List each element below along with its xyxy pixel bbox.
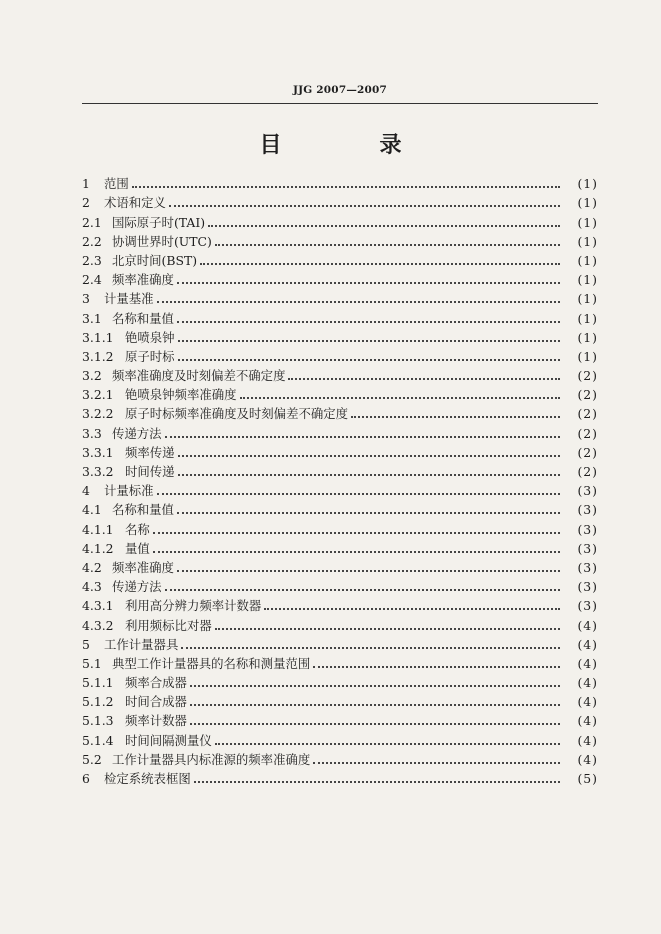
toc-entry-number: 3.2.1 (82, 387, 114, 403)
toc-entry-page: (1) (577, 291, 598, 307)
toc-entry-page: (1) (577, 195, 598, 211)
toc-entry-number: 2.2 (82, 233, 102, 249)
dot-leader (165, 433, 560, 438)
toc-entry-label: 典型工作计量器具的名称和测量范围 (112, 655, 311, 671)
dot-leader (200, 260, 560, 265)
toc-entry-page: (1) (577, 329, 598, 345)
toc-entry-number: 3 (82, 291, 90, 307)
toc-entry-number: 4 (82, 483, 90, 499)
toc-entry-number: 2.4 (82, 272, 102, 288)
toc-entry-number: 3.3 (82, 425, 102, 441)
toc-entry-page: (2) (577, 444, 598, 460)
toc-entry-number: 4.3 (82, 579, 102, 595)
toc-entry-number: 5.1 (82, 655, 102, 671)
dot-leader (153, 529, 560, 534)
toc-entry-number: 2 (82, 195, 90, 211)
toc-title: 目 录 (259, 132, 440, 158)
toc-entry-number: 5.1.4 (82, 732, 114, 748)
toc-entry-page: (4) (577, 732, 598, 748)
dot-leader (157, 490, 560, 495)
toc-entry-label: 工作计量器具 (104, 636, 179, 652)
toc-entry-label: 铯喷泉钟频率准确度 (125, 387, 237, 403)
toc-entry-number: 5.1.3 (82, 713, 114, 729)
toc-entry-label: 铯喷泉钟 (125, 329, 175, 345)
toc-entry-label: 量值 (125, 540, 150, 556)
toc-entry-label: 时间合成器 (125, 694, 187, 710)
toc-entry-number: 4.1.2 (82, 540, 114, 556)
toc-entry-number: 1 (82, 176, 90, 192)
toc-entry-page: (2) (577, 425, 598, 441)
toc-entry-label: 工作计量器具内标准源的频率准确度 (112, 751, 311, 767)
toc-entry-page: (3) (577, 521, 598, 537)
toc-entry (82, 709, 598, 728)
toc-entry-number: 3.2.2 (82, 406, 114, 422)
toc-entry (82, 345, 598, 364)
toc-entry-label: 北京时间(BST) (112, 252, 198, 268)
toc-entry-label: 检定系统表框图 (104, 771, 191, 786)
dot-leader (177, 318, 560, 323)
toc-entry-number: 3.3.2 (82, 464, 114, 479)
toc-entry (82, 287, 598, 306)
toc-entry (82, 613, 598, 632)
toc-entry (82, 460, 598, 479)
toc-entry (82, 210, 598, 229)
toc-entry-label: 名称和量值 (112, 310, 174, 326)
toc-entry-page: (4) (577, 694, 598, 710)
toc-entry (82, 767, 598, 786)
toc-entry-page: (1) (577, 310, 598, 326)
toc-entry (82, 172, 598, 191)
toc-entry-page: (3) (577, 559, 598, 575)
dot-leader (178, 337, 560, 342)
toc-entry-number: 5 (82, 636, 90, 652)
toc-entry (82, 728, 598, 747)
toc-entry-number: 5.1.2 (82, 694, 114, 710)
toc-entry (82, 537, 598, 556)
toc-entry (82, 671, 598, 690)
dot-leader (215, 241, 560, 246)
toc-entry (82, 326, 598, 345)
dot-leader (190, 701, 560, 706)
toc-entry-number: 4.3.1 (82, 598, 114, 614)
toc-entry (82, 748, 598, 767)
toc-entry-label: 协调世界时(UTC) (112, 233, 212, 249)
toc-entry-label: 利用频标比对器 (125, 617, 212, 633)
toc-entry-number: 3.1 (82, 310, 102, 326)
toc-entry-label: 利用高分辨力频率计数器 (125, 598, 262, 614)
toc-entry-number: 5.1.1 (82, 675, 114, 691)
toc-entry-page: (1) (577, 176, 598, 192)
toc-entry (82, 517, 598, 536)
toc-entry-label: 频率传递 (125, 444, 175, 460)
dot-leader (177, 279, 560, 284)
toc-entry (82, 191, 598, 210)
toc-entry (82, 421, 598, 440)
toc-entry-page: (1) (577, 272, 598, 288)
toc-entry-page: (5) (577, 771, 598, 786)
toc-entry-page: (3) (577, 598, 598, 614)
toc-entry-label: 名称 (125, 521, 150, 537)
toc-entry-page: (4) (577, 655, 598, 671)
toc-entry-label: 计量标准 (104, 483, 154, 499)
dot-leader (178, 356, 560, 361)
dot-leader (288, 375, 560, 380)
toc-entry-label: 国际原子时(TAI) (112, 214, 206, 230)
toc-entry (82, 306, 598, 325)
toc-entry-label: 传递方法 (112, 579, 162, 595)
toc-entry (82, 575, 598, 594)
dot-leader (190, 720, 560, 725)
toc-entry (82, 383, 598, 402)
toc-entry-label: 时间传递 (125, 464, 175, 479)
dot-leader (208, 222, 560, 227)
toc-entry-number: 5.2 (82, 751, 102, 767)
toc-entry-number: 3.1.2 (82, 348, 114, 364)
toc-entry (82, 633, 598, 652)
toc-entry (82, 230, 598, 249)
toc-entry-label: 名称和量值 (112, 502, 174, 518)
toc-entry (82, 364, 598, 383)
toc-entry-number: 3.3.1 (82, 444, 114, 460)
toc-entry (82, 402, 598, 421)
toc-entry (82, 249, 598, 268)
toc-entry-page: (4) (577, 713, 598, 729)
dot-leader (181, 644, 560, 649)
toc-entry-page: (4) (577, 617, 598, 633)
dot-leader (194, 778, 560, 783)
toc-entry-label: 频率合成器 (125, 675, 187, 691)
toc-entry-page: (3) (577, 540, 598, 556)
toc-entry-page: (4) (577, 751, 598, 767)
dot-leader (313, 759, 560, 764)
toc-entry-number: 3.2 (82, 368, 102, 384)
toc-entry-page: (2) (577, 368, 598, 384)
toc-entry-label: 原子时标 (125, 348, 175, 364)
toc-entry (82, 268, 598, 287)
toc-entry-label: 时间间隔测量仪 (125, 732, 212, 748)
toc-entry-page: (3) (577, 502, 598, 518)
toc-entry-label: 范围 (104, 176, 129, 192)
dot-leader (313, 663, 560, 668)
dot-leader (177, 567, 560, 572)
dot-leader (132, 183, 560, 188)
toc-entry-label: 频率准确度及时刻偏差不确定度 (112, 368, 286, 384)
toc-entry-number: 4.3.2 (82, 617, 114, 633)
toc-entry-number: 6 (82, 771, 90, 786)
running-header: JJG 2007—2007 (292, 84, 388, 96)
toc-entry-page: (2) (577, 387, 598, 403)
toc-entry-page: (2) (577, 406, 598, 422)
dot-leader (177, 509, 560, 514)
dot-leader (215, 625, 560, 630)
dot-leader (153, 548, 560, 553)
toc-entry-label: 原子时标频率准确度及时刻偏差不确定度 (125, 406, 349, 422)
toc-entry-number: 4.2 (82, 559, 102, 575)
toc-entry-page: (1) (577, 214, 598, 230)
toc-entry-label: 频率计数器 (125, 713, 187, 729)
toc-entry-page: (3) (577, 579, 598, 595)
toc-entry (82, 594, 598, 613)
dot-leader (264, 605, 560, 610)
toc-entry-number: 4.1 (82, 502, 102, 518)
toc-entry-page: (3) (577, 483, 598, 499)
toc-entry (82, 479, 598, 498)
toc-entry-page: (1) (577, 233, 598, 249)
toc-entry (82, 556, 598, 575)
toc-entry-page: (2) (577, 464, 598, 479)
toc-entry (82, 690, 598, 709)
dot-leader (178, 471, 560, 476)
dot-leader (157, 298, 560, 303)
dot-leader (215, 740, 560, 745)
toc-entry-page: (4) (577, 636, 598, 652)
toc-entry-label: 计量基准 (104, 291, 154, 307)
toc-entry-page: (1) (577, 348, 598, 364)
header-rule (82, 103, 598, 104)
toc-entry-label: 频率准确度 (112, 559, 174, 575)
toc-entry (82, 441, 598, 460)
toc-entry-number: 2.1 (82, 214, 102, 230)
dot-leader (178, 452, 560, 457)
toc-entry-label: 传递方法 (112, 425, 162, 441)
toc-entry-page: (1) (577, 252, 598, 268)
toc-entry-number: 3.1.1 (82, 329, 114, 345)
toc-entry-number: 2.3 (82, 252, 102, 268)
dot-leader (165, 586, 560, 591)
toc-entry-number: 4.1.1 (82, 521, 114, 537)
table-of-contents (82, 172, 598, 786)
dot-leader (169, 202, 560, 207)
toc-entry (82, 498, 598, 517)
toc-entry-page: (4) (577, 675, 598, 691)
toc-entry-label: 频率准确度 (112, 272, 174, 288)
dot-leader (240, 394, 560, 399)
dot-leader (351, 413, 560, 418)
dot-leader (190, 682, 560, 687)
toc-entry-label: 术语和定义 (104, 195, 166, 211)
toc-entry (82, 652, 598, 671)
